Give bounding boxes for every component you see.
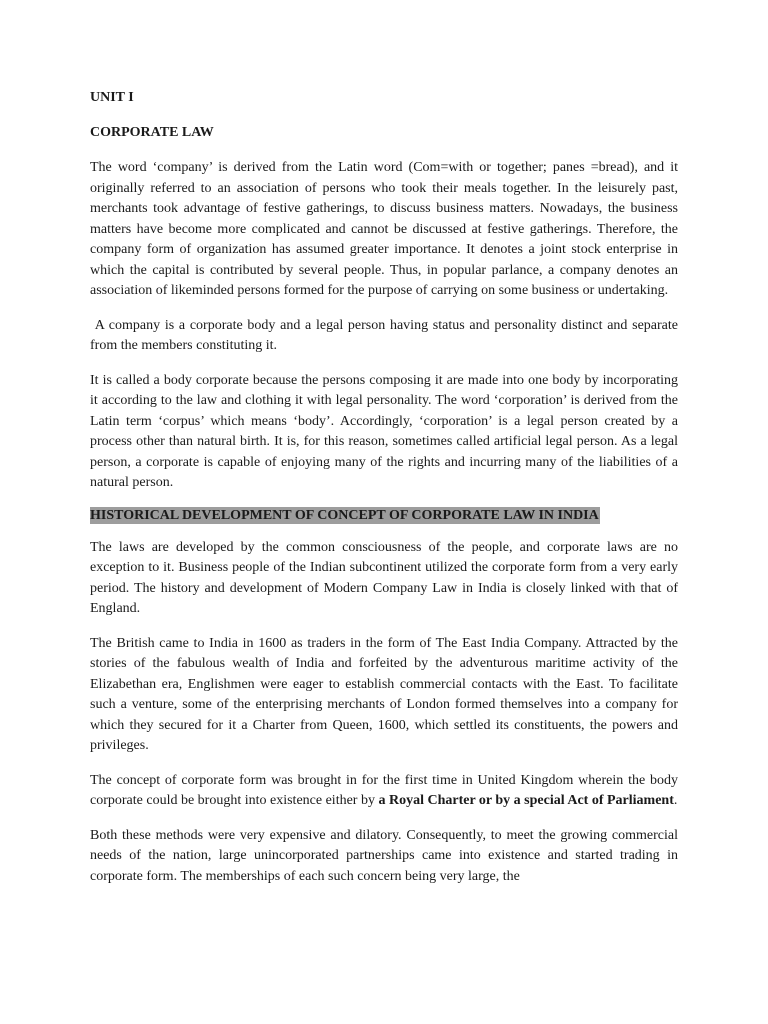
section-heading-history xyxy=(90,506,678,526)
spacer xyxy=(90,108,678,123)
bold-emphasis-text: a Royal Charter or by a special Act of Parliament xyxy=(378,793,674,808)
spacer xyxy=(90,620,678,634)
paragraph-methods-expensive: Both these methods were very expensive and dilatory. Consequently, to meet the growing commercial needs of the nation, large unincorporated partnerships came into existence and started trading in corporate form. The memberships of each such concern being very large, the xyxy=(90,827,678,884)
highlighted-heading-text: HISTORICAL DEVELOPMENT OF CONCEPT OF CORPORATE LAW IN INDIA xyxy=(90,507,599,523)
spacer xyxy=(90,526,678,538)
spacer xyxy=(90,757,678,771)
paragraph-company-definition: The word ‘company’ is derived from the Latin word (Com=with or together; panes =bread), and it originally referred to an association of persons who took their meals together. In the leisurely past, merchants took advantage of festive gatherings, to discuss business matters. Nowadays, the business matters have become more complicated and cannot be discussed at festive gatherings. Therefore, the company form of organization has assumed greater importance. It denotes a joint stock enterprise in which the capital is contributed by several people. Thus, in popular parlance, a company denotes an association of likeminded persons formed for the purpose of carrying on some business or undertaking. xyxy=(90,160,678,298)
page-title: CORPORATE LAW xyxy=(90,125,214,140)
spacer xyxy=(90,302,678,316)
paragraph-body-corporate: It is called a body corporate because the persons composing it are made into one body by incorporating it according to the law and clothing it with legal personality. The word ‘corporation’ is derived from the Latin term ‘corpus’ which means ‘body’. Accordingly, ‘corporation’ is a legal person created by a process other than natural birth. It is, for this reason, sometimes called artificial legal person. As a legal person, a corporate is capable of enjoying many of the rights and incurring many of the liabilities of a natural person. xyxy=(90,372,678,490)
paragraph-concept-corporate-form xyxy=(90,771,678,812)
paragraph-corporate-body: A company is a corporate body and a legal person having status and personality distinct and separate from the members constituting it. xyxy=(90,317,682,353)
unit-heading: UNIT I xyxy=(90,90,134,105)
spacer xyxy=(90,143,678,158)
paragraph-british-east-india: The British came to India in 1600 as traders in the form of The East India Company. Attracted by the stories of the fabulous wealth of India and forfeited by the adventurous maritime activity of the Elizabethan era, Englishmen were eager to establish commercial contacts with the East. To facilitate such a venture, some of the enterprising merchants of London formed themselves into a company for which they secured for it a Charter from Queen, 1600, which settled its constituents, the powers and privileges. xyxy=(90,635,678,753)
spacer xyxy=(90,494,678,506)
paragraph-text-end: . xyxy=(673,793,678,808)
spacer xyxy=(90,357,678,371)
paragraph-laws-developed: The laws are developed by the common consciousness of the people, and corporate laws are no exception to it. Business people of the Indian subcontinent utilized the corporate form from a very early period. The history and development of Modern Company Law in India is closely linked with that of England. xyxy=(90,539,678,616)
paragraph-text: The concept of corporate form was brought in for the first time in United Kingdom wherein the body corporate could be brought into existence either by xyxy=(90,772,678,808)
spacer xyxy=(90,812,678,826)
